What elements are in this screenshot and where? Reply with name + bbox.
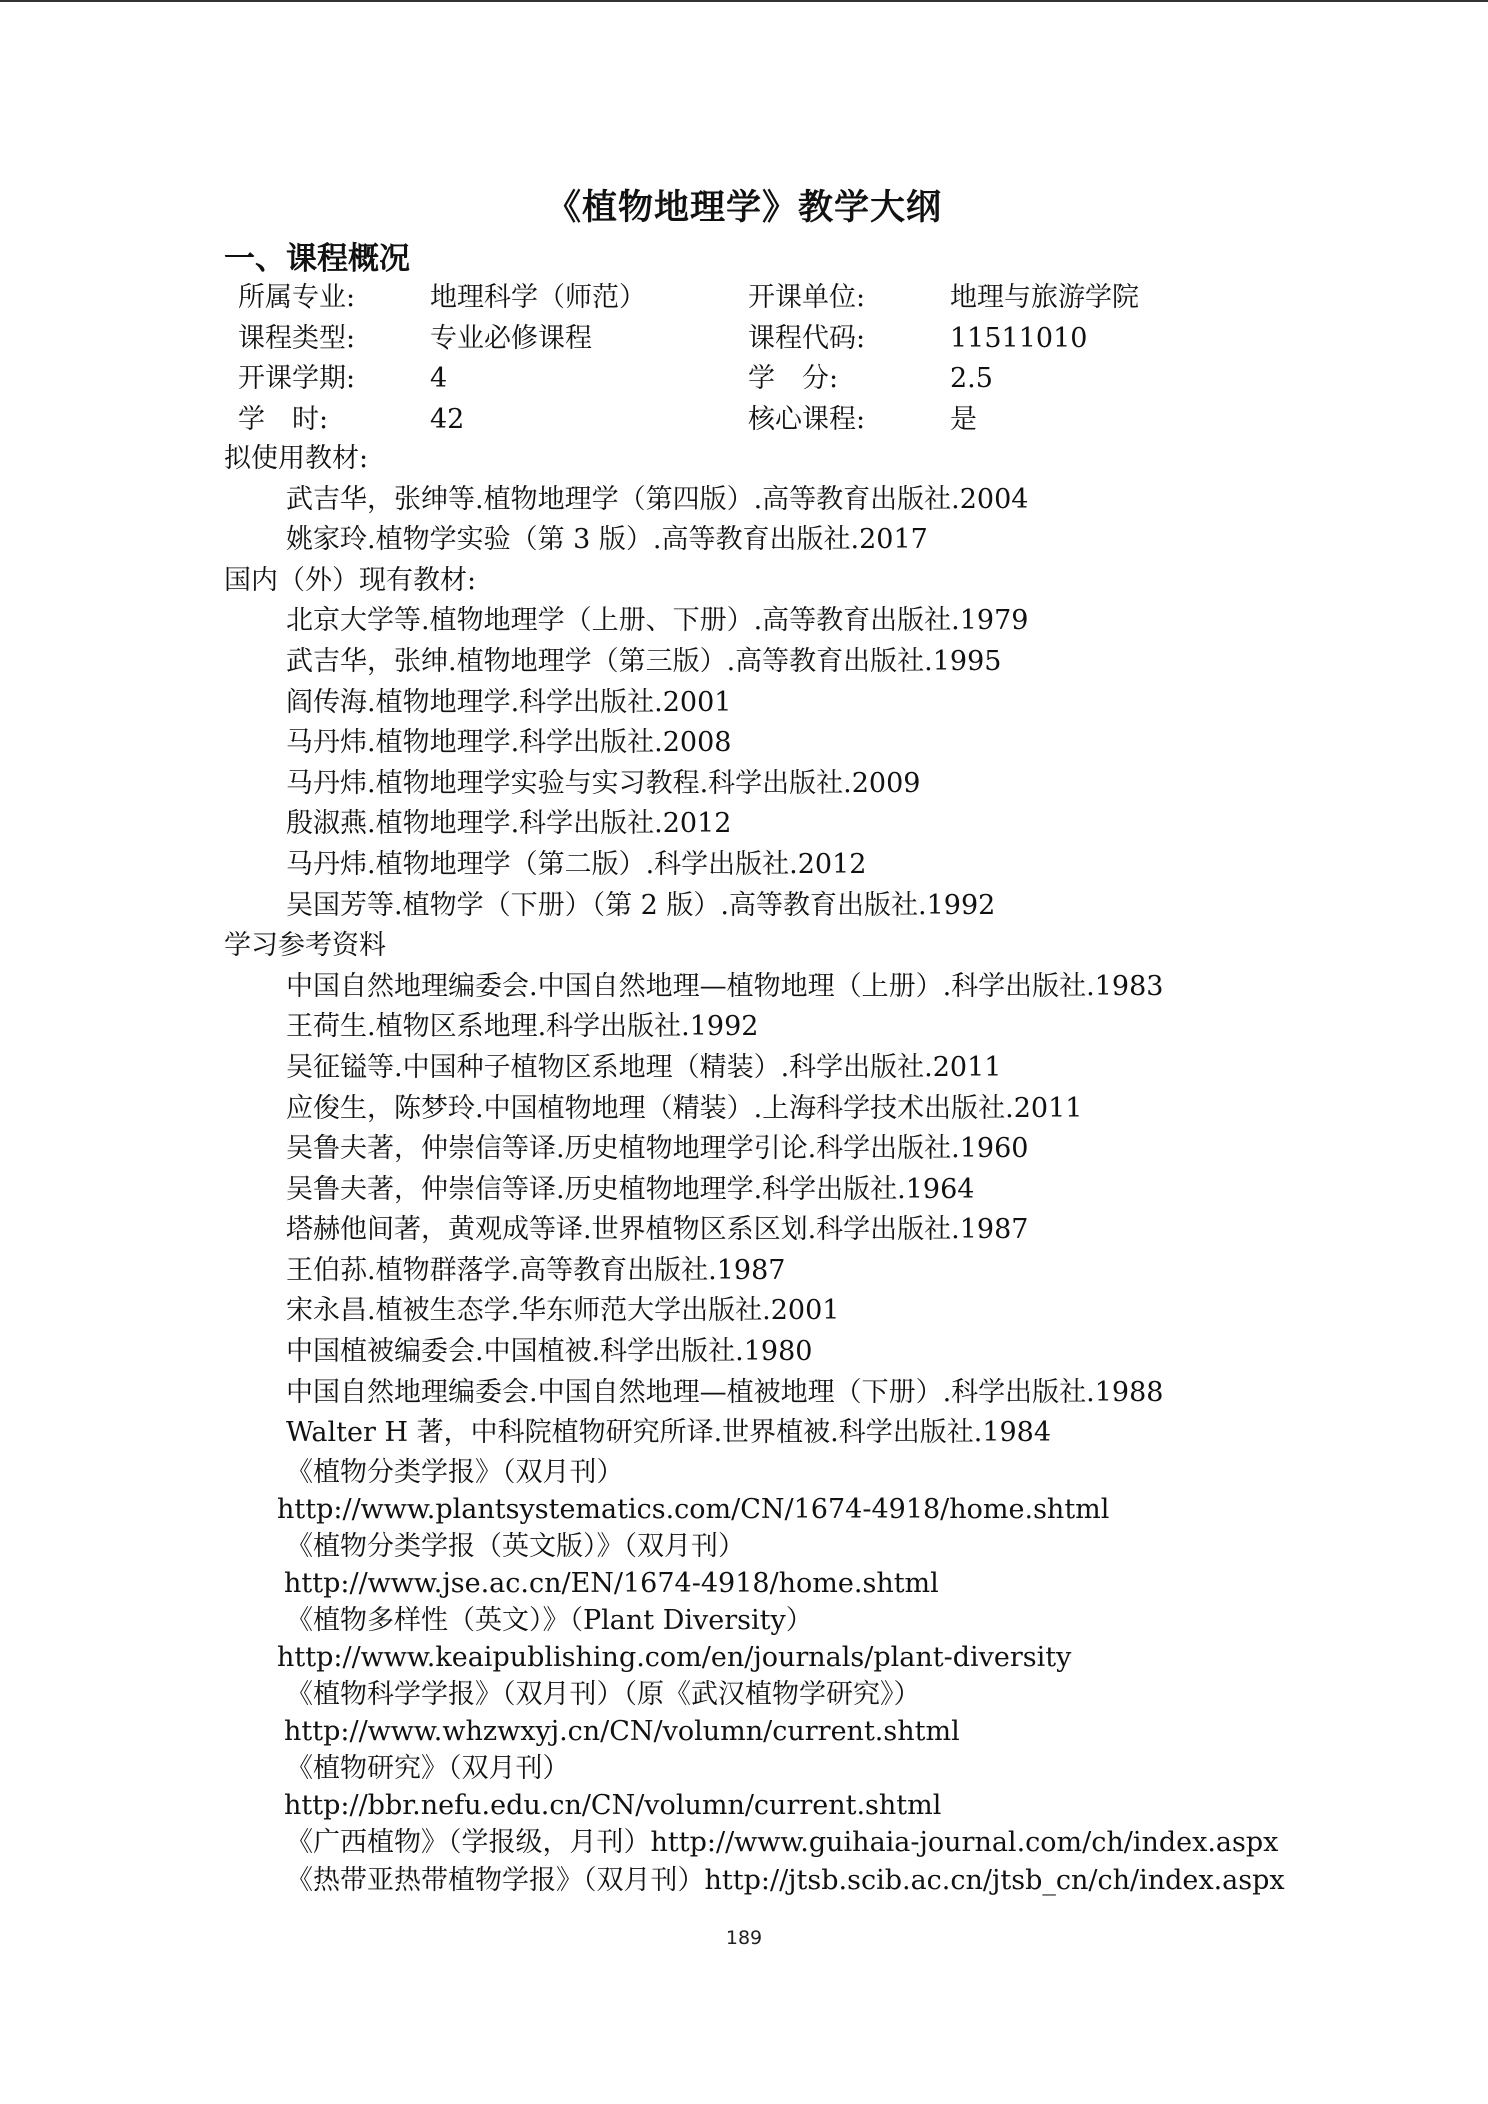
journal-url: http://www.keaipublishing.com/en/journals/plant-diversity xyxy=(277,1641,1072,1673)
overview-value: 是 xyxy=(950,403,977,435)
existing-textbook-entry: 阎传海.植物地理学.科学出版社.2001 xyxy=(286,686,732,718)
page-number: 189 xyxy=(725,1927,763,1949)
journal-with-url: 《热带亚热带植物学报》（双月刊）http://jtsb.scib.ac.cn/jtsb_cn/ch/index.aspx xyxy=(286,1864,1285,1896)
overview-label: 所属专业: xyxy=(238,282,356,313)
existing-textbook-entry: 马丹炜.植物地理学（第二版）.科学出版社.2012 xyxy=(286,848,867,880)
journal-name: 《植物研究》（双月刊） xyxy=(286,1752,570,1784)
textbook-entry: 武吉华，张绅等.植物地理学（第四版）.高等教育出版社.2004 xyxy=(286,483,1029,515)
section-heading: 一、课程概况 xyxy=(224,241,410,277)
overview-value: 11511010 xyxy=(950,322,1088,354)
overview-row xyxy=(238,319,1238,360)
existing-textbook-entry: 武吉华，张绅.植物地理学（第三版）.高等教育出版社.1995 xyxy=(286,645,1002,677)
reference-entry: 吴鲁夫著，仲崇信等译.历史植物地理学.科学出版社.1964 xyxy=(286,1173,975,1205)
journal-name: 《植物多样性（英文）》（Plant Diversity） xyxy=(286,1604,813,1636)
overview-row xyxy=(238,278,1238,319)
existing-textbook-heading: 国内（外）现有教材: xyxy=(224,564,477,596)
journal-url: http://www.plantsystematics.com/CN/1674-4918/home.shtml xyxy=(277,1493,1110,1525)
overview-value: 地理科学（师范） xyxy=(430,282,646,313)
journal-url: http://bbr.nefu.edu.cn/CN/volumn/current.shtml xyxy=(284,1789,942,1821)
reference-entry: Walter H 著，中科院植物研究所译.世界植被.科学出版社.1984 xyxy=(286,1417,1052,1449)
existing-textbook-entry: 吴国芳等.植物学（下册）（第 2 版）.高等教育出版社.1992 xyxy=(286,889,996,921)
textbook-heading: 拟使用教材: xyxy=(224,443,369,474)
overview-label: 核心课程: xyxy=(748,403,866,435)
course-overview-table xyxy=(238,278,1238,440)
existing-textbook-entry: 马丹炜.植物地理学实验与实习教程.科学出版社.2009 xyxy=(286,767,921,799)
overview-value: 2.5 xyxy=(950,363,993,395)
journal-with-url: 《广西植物》（学报级，月刊）http://www.guihaia-journal.com/ch/index.aspx xyxy=(286,1826,1279,1858)
overview-label: 课程代码: xyxy=(748,322,866,354)
existing-textbook-entry: 北京大学等.植物地理学（上册、下册）.高等教育出版社.1979 xyxy=(286,605,1029,637)
journal-url: http://www.jse.ac.cn/EN/1674-4918/home.shtml xyxy=(284,1567,939,1599)
overview-row xyxy=(238,359,1238,400)
reference-entry: 宋永昌.植被生态学.华东师范大学出版社.2001 xyxy=(286,1295,840,1327)
reference-entry: 吴征镒等.中国种子植物区系地理（精装）.科学出版社.2011 xyxy=(286,1051,1002,1083)
overview-label: 开课学期: xyxy=(238,363,356,395)
reference-entry: 王伯荪.植物群落学.高等教育出版社.1987 xyxy=(286,1254,786,1286)
reference-entry: 中国植被编委会.中国植被.科学出版社.1980 xyxy=(286,1336,813,1368)
reference-entry: 中国自然地理编委会.中国自然地理—植物地理（上册）.科学出版社.1983 xyxy=(286,970,1164,1002)
overview-label: 开课单位: xyxy=(748,282,866,313)
reference-entry: 中国自然地理编委会.中国自然地理—植被地理（下册）.科学出版社.1988 xyxy=(286,1376,1164,1408)
overview-value: 4 xyxy=(430,363,448,395)
overview-value: 42 xyxy=(430,403,465,435)
document-title: 《植物地理学》教学大纲 xyxy=(545,188,942,228)
reference-entry: 王荷生.植物区系地理.科学出版社.1992 xyxy=(286,1011,759,1043)
overview-value: 专业必修课程 xyxy=(430,322,592,354)
bibliography xyxy=(224,439,1424,1900)
journal-name: 《植物科学学报》（双月刊）（原《武汉植物学研究》） xyxy=(286,1678,921,1710)
journal-name: 《植物分类学报》（双月刊） xyxy=(286,1456,624,1488)
existing-textbook-entry: 殷淑燕.植物地理学.科学出版社.2012 xyxy=(286,808,732,840)
overview-label: 课程类型: xyxy=(238,322,356,354)
reference-entry: 应俊生，陈梦玲.中国植物地理（精装）.上海科学技术出版社.2011 xyxy=(286,1092,1083,1124)
textbook-entry: 姚家玲.植物学实验（第 3 版）.高等教育出版社.2017 xyxy=(286,524,928,556)
journal-url: http://www.whzwxyj.cn/CN/volumn/current.shtml xyxy=(284,1715,960,1747)
overview-value: 地理与旅游学院 xyxy=(950,282,1139,313)
reference-entry: 吴鲁夫著，仲崇信等译.历史植物地理学引论.科学出版社.1960 xyxy=(286,1133,1029,1165)
overview-row xyxy=(238,400,1238,441)
existing-textbook-entry: 马丹炜.植物地理学.科学出版社.2008 xyxy=(286,727,732,759)
overview-label: 学 分: xyxy=(748,363,839,395)
overview-label: 学 时: xyxy=(238,403,329,435)
journal-name: 《植物分类学报（英文版）》（双月刊） xyxy=(286,1530,745,1562)
reference-heading: 学习参考资料 xyxy=(224,930,386,962)
reference-entry: 塔赫他间著，黄观成等译.世界植物区系区划.科学出版社.1987 xyxy=(286,1214,1029,1246)
